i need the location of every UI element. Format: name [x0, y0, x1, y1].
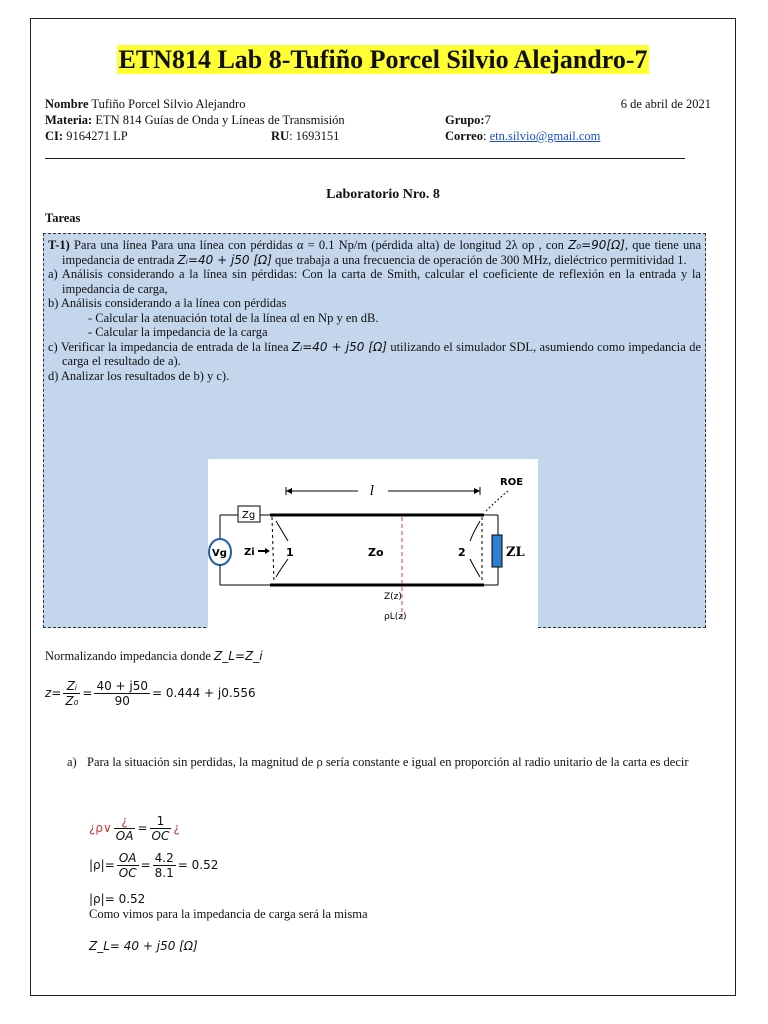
task-a: a) Análisis considerando a la línea sin pérdidas: Con la carta de Smith, calcular el coeficiente de reflexión en la entrada y la impedancia de carga,	[48, 267, 701, 296]
rho-label: ρL(z)	[384, 612, 407, 622]
materia-line: Materia: ETN 814 Guías de Onda y Líneas de Transmisión	[45, 113, 345, 127]
vg-label: Vg	[212, 548, 227, 559]
task-box	[43, 233, 706, 628]
port1-label: 1	[286, 546, 294, 559]
normalization-line: Normalizando impedancia donde Z_L=Z_i	[45, 649, 263, 663]
part-a-equation-3: |ρ|= 0.52	[89, 892, 146, 906]
email-link[interactable]: etn.silvio@gmail.com	[489, 129, 601, 143]
zg-label: Zg	[242, 510, 256, 521]
part-a-conclusion: Como vimos para la impedancia de carga será la misma	[89, 907, 368, 921]
task-b1: - Calcular la atenuación total de la línea αl en Np y en dB.	[88, 310, 379, 325]
zl-box	[492, 535, 502, 567]
transmission-line-figure	[208, 459, 538, 629]
nombre-line: Nombre Tufiño Porcel Silvio Alejandro	[45, 97, 246, 111]
normalized-impedance-equation: z= $\frac{\text{Zᵢ}}{\text{Z₀}}$ = $\frac{40 + j50}{90}$ = 0.444 + j0.556	[45, 679, 256, 708]
date: 6 de abril de 2021	[620, 97, 711, 111]
port1-bracket-bottom	[276, 559, 288, 577]
zo-label: Zo	[368, 546, 384, 559]
task-text	[48, 238, 701, 383]
part-a-equation-2: |ρ|= $\frac{OA}{OC}$ = $\frac{4.2}{8.1}$ = 0.52	[89, 851, 219, 880]
tareas-heading: Tareas	[45, 211, 81, 225]
ru-line: RU: 1693151	[271, 129, 340, 143]
task-c: c) Verificar la impedancia de entrada de la línea Zᵢ=40 + j50 [Ω] utilizando el simulador SDL, asumiendo como impedancia de carga el resultado de a).	[48, 339, 701, 368]
roe-label: ROE	[500, 477, 524, 488]
load-impedance-equation: Z_L= 40 + j50 [Ω]	[89, 939, 198, 953]
lab-title: Laboratorio Nro. 8	[326, 187, 440, 202]
task-intro: T-1) Para una línea Para una línea con pérdidas α = 0.1 Np/m (pérdida alta) de longitud 2λ op , con Z₀=90[Ω], que tiene una impedancia de entrada Zᵢ=40 + j50 [Ω] que trabaja a una frecuencia de operación de 300 MHz, dieléctrico permitividad 1.	[48, 238, 702, 267]
grupo-line: Grupo:7	[445, 113, 491, 127]
arrowhead-left	[286, 488, 292, 494]
document-page	[30, 18, 736, 996]
task-b: b) Análisis considerando a la línea con pérdidas	[48, 296, 287, 310]
part-a-equation-1: ¿ρ∨ $\frac{¿}{OA}$ = $\frac{1}{OC}$ ¿	[89, 814, 180, 843]
task-b2: - Calcular la impedancia de la carga	[88, 325, 268, 339]
ci-line: CI: 9164271 LP	[45, 129, 128, 143]
arrowhead-right	[474, 488, 480, 494]
task-d: d) Analizar los resultados de b) y c).	[48, 368, 230, 383]
header-divider	[45, 158, 685, 159]
zi-label: Zi	[244, 547, 255, 558]
correo-line: Correo: etn.silvio@gmail.com	[445, 129, 601, 143]
zx-label: Z(z)	[384, 592, 402, 602]
port1-dash	[272, 517, 274, 583]
circuit-diagram	[208, 459, 538, 629]
document-title: ETN814 Lab 8-Tufiño Porcel Silvio Alejandro-7	[118, 45, 648, 74]
part-a-text: a) Para la situación sin perdidas, la magnitud de ρ sería constante e igual en proporción al radio unitario de la carta es decir	[67, 755, 689, 769]
port2-bracket-top	[470, 521, 480, 541]
port2-label: 2	[458, 546, 466, 559]
port2-bracket-bottom	[470, 559, 480, 577]
zi-arrowhead	[265, 548, 270, 554]
port1-bracket-top	[276, 521, 288, 541]
roe-pointer	[486, 491, 508, 511]
zl-label: ZL	[506, 545, 525, 560]
length-label: l	[370, 484, 375, 499]
